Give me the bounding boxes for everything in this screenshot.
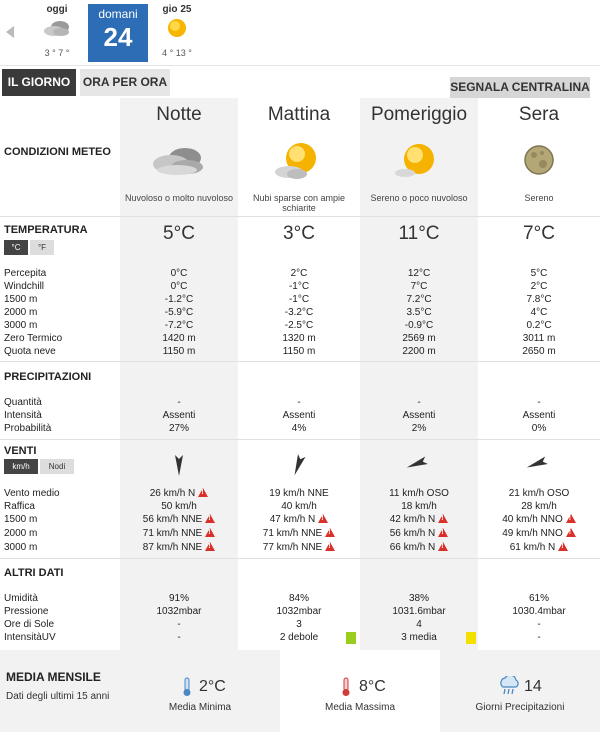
row-value: Assenti [522,410,556,421]
row-value: 4 [416,619,422,630]
row-value: 1031.6mbar [392,606,446,617]
row-value: 49 km/h NNO! [480,527,598,540]
row-value: 3011 m [522,333,556,344]
divider [0,558,600,559]
warning-icon [558,542,568,551]
thermometer-hot-icon [341,677,351,697]
period-temp: 11°C [398,223,440,244]
row-value: 7.8°C [526,294,552,305]
row-value: 40 km/h NNO! [480,513,598,526]
row-value: 26 km/h N! [120,487,238,500]
uv-level-indicator [466,632,476,644]
wind-direction-icon [524,449,554,477]
period-desc: Sereno o poco nuvoloso [370,193,468,203]
day-tomorrow[interactable] [88,4,148,62]
divider [0,216,600,217]
row-value: 71 km/h NNE! [120,527,238,540]
row-value: 0.2°C [526,320,552,331]
row-value: 0% [531,423,547,434]
row-value: 61 km/h N! [480,541,598,554]
row-value: 2 debole [279,632,319,643]
warning-icon [325,542,335,551]
row-value: - [537,632,541,643]
row-value: 5°C [530,268,548,279]
monthly-max-label: Media Massima [324,702,396,713]
warning-icon [205,514,215,523]
period-temp: 3°C [283,223,315,244]
row-value: 18 km/h [401,501,437,512]
row-label: 1500 m [4,294,38,305]
row-value: 4°C [530,307,548,318]
row-value: 3.5°C [406,307,432,318]
row-value: 7.2°C [406,294,432,305]
row-value: 56 km/h N! [360,527,478,540]
sun-cloud-icon [389,140,449,184]
row-value: 1150 m [162,346,196,357]
tab-hourly[interactable]: ORA PER ORA [80,69,170,96]
row-value: 40 km/h [281,501,317,512]
row-value: 38% [408,593,429,604]
day-strip [0,0,600,66]
row-value: 0°C [170,281,188,292]
monthly-precip-label: Giorni Precipitazioni [475,702,565,713]
row-label: Vento medio [4,488,60,499]
row-value: 84% [288,593,309,604]
row-value: -5.9°C [164,307,194,318]
row-label: Raffica [4,501,35,512]
row-value: 7°C [410,281,428,292]
period-evening-title: Sera [518,104,560,125]
row-value: 2°C [290,268,308,279]
row-value: 3 media [401,632,437,643]
day-thursday[interactable] [148,0,206,64]
period-afternoon-title: Pomeriggio [370,104,468,125]
row-value: - [177,397,181,408]
monthly-precip-card [440,650,600,732]
unit-fahrenheit-button[interactable]: °F [30,240,54,255]
row-value: 1420 m [162,333,196,344]
unit-knots-button[interactable]: Nodi [40,459,74,474]
row-label: IntensitàUV [4,632,56,643]
row-value: - [177,619,181,630]
day-temps: 4 ° 13 ° [162,48,192,58]
row-value: 1032mbar [156,606,202,617]
view-tabs [0,66,600,98]
row-label: 3000 m [4,542,38,553]
tab-day[interactable]: IL GIORNO [2,69,76,96]
period-desc: Nuvoloso o molto nuvoloso [124,193,234,203]
cloudy-icon [149,140,209,184]
row-label: Pressione [4,606,49,617]
day-name: gio 25 [162,4,192,15]
row-value: Assenti [162,410,196,421]
warning-icon [198,488,208,497]
rain-cloud-icon [498,676,520,696]
monthly-min-value: 2°C [199,678,226,695]
row-label: Zero Termico [4,333,63,344]
row-value: 91% [168,593,189,604]
row-value: Assenti [282,410,316,421]
monthly-subtitle: Dati degli ultimi 15 anni [6,691,110,702]
row-value: 42 km/h N! [360,513,478,526]
wind-direction-icon [284,449,314,477]
day-name: oggi [46,4,68,15]
period-morning-title: Mattina [267,104,331,125]
row-value: - [177,632,181,643]
row-value: 77 km/h NNE! [240,541,358,554]
row-label: Intensità [4,410,42,421]
row-value: 61% [528,593,549,604]
row-label: 2000 m [4,307,38,318]
row-value: 21 km/h OSO [508,488,570,499]
row-value: - [537,397,541,408]
section-temperature: TEMPERATURA [4,224,88,236]
row-value: 1320 m [282,333,316,344]
row-value: 12°C [407,268,431,279]
row-value: 28 km/h [521,501,557,512]
warning-icon [318,514,328,523]
section-conditions: CONDIZIONI METEO [4,146,111,158]
sun-icon [162,16,192,40]
row-value: 71 km/h NNE! [240,527,358,540]
row-value: 2°C [530,281,548,292]
row-label: Ore di Sole [4,619,55,630]
row-value: 1032mbar [276,606,322,617]
warning-icon [566,514,576,523]
row-value: 19 km/h NNE [269,488,329,499]
row-value: 56 km/h NNE! [120,513,238,526]
row-value: 47 km/h N! [240,513,358,526]
row-value: 11 km/h OSO [389,488,449,499]
row-label: 1500 m [4,514,38,525]
period-temp: 7°C [523,223,555,244]
row-value: 27% [168,423,189,434]
row-label: Quota neve [4,346,56,357]
partly-cloudy-icon [269,140,329,184]
period-desc: Nubi sparse con ampie schiarite [252,193,346,213]
period-temp: 5°C [163,223,195,244]
period-desc: Sereno [524,193,554,203]
warning-icon [205,542,215,551]
row-label: Probabilità [4,423,52,434]
row-value: 2650 m [522,346,556,357]
monthly-max-value: 8°C [359,678,386,695]
thermometer-cold-icon [182,677,192,697]
row-value: 2% [411,423,427,434]
row-value: -2.5°C [284,320,314,331]
cloudy-icon [42,16,72,40]
row-value: - [537,619,541,630]
row-value: -3.2°C [284,307,314,318]
row-label: 3000 m [4,320,38,331]
row-value: -7.2°C [164,320,194,331]
unit-kmh-button[interactable]: km/h [4,459,38,474]
day-today[interactable] [28,0,86,64]
section-wind: VENTI [4,445,37,457]
row-value: -1°C [288,281,310,292]
period-night-title: Notte [156,104,202,125]
wind-direction-icon [164,449,194,477]
row-value: 1150 m [282,346,316,357]
row-value: Assenti [402,410,436,421]
row-label: Umidità [4,593,38,604]
warning-icon [438,514,448,523]
wind-direction-icon [404,449,434,477]
row-value: 66 km/h N! [360,541,478,554]
row-value: 50 km/h [161,501,197,512]
row-value: 2200 m [402,346,436,357]
warning-icon [325,528,335,537]
divider [0,361,600,362]
section-precipitation: PRECIPITAZIONI [4,371,92,383]
row-value: -1.2°C [164,294,194,305]
divider [0,439,600,440]
warning-icon [205,528,215,537]
monthly-title: MEDIA MENSILE [6,670,101,684]
section-other: ALTRI DATI [4,567,64,579]
row-value: 4% [291,423,307,434]
row-label: 2000 m [4,528,38,539]
row-value: 2569 m [402,333,436,344]
row-label: Quantità [4,397,42,408]
warning-icon [438,542,448,551]
report-station-button[interactable]: SEGNALA CENTRALINA [450,77,590,98]
uv-level-indicator [346,632,356,644]
row-value: - [297,397,301,408]
chevron-left-icon[interactable] [6,26,14,38]
day-number: 24 [103,22,133,52]
row-label: Percepita [4,268,47,279]
day-temps: 3 ° 7 ° [44,48,70,58]
row-label: Windchill [4,281,45,292]
moon-icon [509,140,569,184]
monthly-precip-value: 14 [524,678,542,695]
row-value: 87 km/h NNE! [120,541,238,554]
row-value: 1030.4mbar [512,606,566,617]
warning-icon [438,528,448,537]
row-value: 3 [296,619,302,630]
row-value: - [417,397,421,408]
warning-icon [566,528,576,537]
row-value: -1°C [288,294,310,305]
monthly-min-label: Media Minima [168,702,232,713]
unit-celsius-button[interactable]: °C [4,240,28,255]
day-name: domani [98,7,138,21]
row-value: -0.9°C [404,320,434,331]
row-value: 0°C [170,268,188,279]
